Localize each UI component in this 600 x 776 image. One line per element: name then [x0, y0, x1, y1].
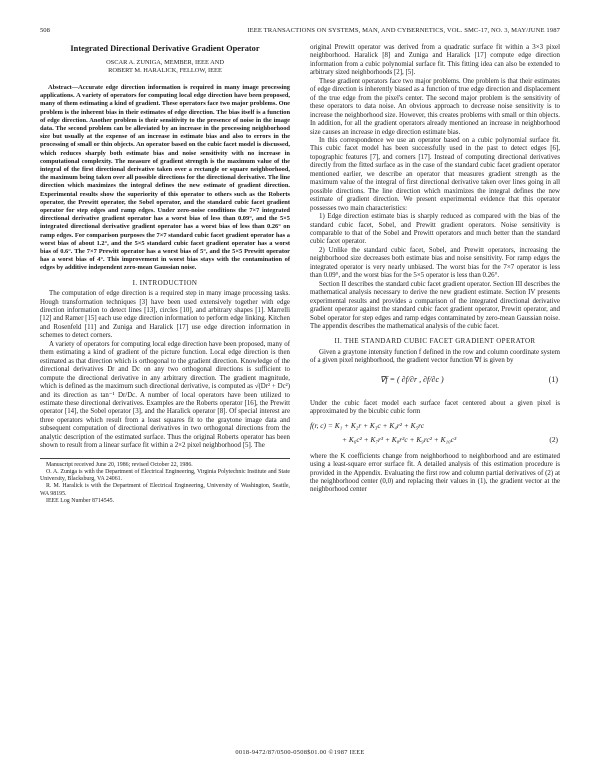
equation-2-line-1: f(r, c) = K₁ + K₂r + K₃c + K₄r² + K₅rc: [310, 420, 425, 430]
footnote-author-2: R. M. Haralick is with the Department of Electrical Engineering, University of Washington, Seattle, WA 98195.: [40, 483, 290, 497]
equation-2: [310, 420, 560, 450]
right-column: [310, 44, 560, 495]
right-paragraph-6: Section II describes the standard cubic facet gradient operator. Section III describes the mathematical analysis necessary to derive the new gradient estimate. Section IV presents experimental results and provides a comparison of the integrated directional derivative gradient operator against the standard cubic facet gradient operator, Prewitt operator, and Sobel operator for step edges and ramp edges contaminated by zero-mean Gaussian noise. The appendix describes the mathematical analysis of the cubic facet.: [310, 280, 560, 330]
right-paragraph-3: In this correspondence we use an operator based on a cubic polynomial surface fit. This cubic facet model has been successfully used in the past to detect edges [6], topographic features [7], and corners [17]. Instead of computing directional derivatives directly from the fitted surface as in the case of the standard cubic facet gradient operator mentioned earlier, we describe an operator that measures gradient strength as the maximum value of the integral of first directional derivative taken over lines going in all possible directions. The line direction which maximizes the integral defines the new estimate of gradient direction. We present experimental evidence that this operator possesses two main characteristics:: [310, 136, 560, 212]
copyright-footer: 0018-9472/87/0500-0508$01.00 ©1987 IEEE: [235, 749, 365, 756]
section-heading-cubic-facet: II. THE STANDARD CUBIC FACET GRADIENT OPERATOR: [334, 337, 536, 346]
page-number: 508: [40, 27, 50, 34]
equation-1-body: ∇f = ( ∂f/∂r , ∂f/∂c ): [380, 374, 444, 384]
intro-paragraph-2: A variety of operators for computing local edge direction have been proposed, many of them estimating a kind of gradient of the picture function. Local edge direction is then estimated as that direction which is orthogonal to the gradient direction. Knowledge of the directional derivatives Dr and Dc on any two orthogonal directions is sufficient to compute the directional derivative in any arbitrary direction. The gradient magnitude, which is defined as the maximum such directional derivative, is computed as √(Dr² + Dc²) and its direction as tan⁻¹ Dr/Dc. A number of local operators have been utilized to estimate these directional derivatives. Examples are the Roberts operator [16], the Prewitt operator [14], the Sobel operator [3], and the Haralick operator [8]. Of special interest are three operators which result from a least squares fit to the graytone image data and subsequent computation of directional derivatives in two orthogonal directions from the analytic description of the estimated surface. Thus the original Roberts operator has been shown to result from a linear surface fit within a 2×2 pixel neighborhood [5]. The: [40, 340, 290, 450]
left-column: [40, 44, 290, 505]
author-line-1: OSCAR A. ZUNIGA, MEMBER, IEEE AND: [106, 59, 224, 66]
section2-paragraph-3: where the K coefficients change from neighborhood to neighborhood and are estimated using a least-square error surface fit. A detailed analysis of this estimation procedure is provided in the Appendix. Evaluating the first row and column partial derivatives of (2) at the neighborhood center (0,0) and replacing their values in (1), the gradient vector at the neighborhood center: [310, 452, 560, 494]
right-paragraph-4: 1) Edge direction estimate bias is sharply reduced as compared with the bias of the standard cubic facet, Sobel, and Prewitt gradient operators. Noise sensitivity is comparable to that of the Sobel and Prewitt operators and much better than the standard cubic facet operator.: [310, 213, 560, 246]
paper-title: Integrated Directional Derivative Gradient Operator: [70, 44, 260, 53]
footnote-manuscript: Manuscript received June 20, 1986; revised October 22, 1986.: [46, 461, 193, 468]
equation-2-number: (2): [549, 434, 558, 444]
abstract: Abstract—Accurate edge direction information is required in many image processing applications. A variety of operators for computing local edge direction have been proposed, many of them estimating a kind of gradient. These operators face two major problems. One problem is the inherent bias in their estimates of edge direction. The bias itself is a function of edge direction. Another problem is their sensitivity to the presence of noise in the image data. The second problem can be alleviated by an increase in the processing neighborhood size but usually at the expense of an increase in estimate bias and also to errors in the processing of small or thin objects. An operator based on the cubic facet model is discussed, which reduces sharply both estimate bias and noise sensitivity with no increase in computational complexity. The measure of gradient strength is the maximum value of the integral of the first directional derivative taken over a rectangle or square neighborhood, the maximum being taken over all possible directions for the directional derivative. The line direction which maximizes the integral defines the new estimate of gradient direction. Experimental results show the superiority of this operator to others such as the Roberts operator, the Prewitt operator, the Sobel operator, and the standard cubic facet gradient operator for step edges and ramp edges. Under zero-noise conditions the 7×7 integrated directional derivative gradient operator has a worst bias of less than 0.09°, and the 5×5 integrated directional derivative gradient operator has a worst bias of less than 0.26° on ramp edges. For comparison purposes the 7×7 standard cubic facet gradient operator has a worst bias of about 1.2°, and the 5×5 standard cubic facet gradient operator has a worst bias of 0.6°. The 7×7 Prewitt operator has a worst bias of 5°, and the 5×5 Prewitt operator has a worst bias of 4°. This improvement in worst bias stays with the contamination of edges by additive independent zero-mean Gaussian noise.: [40, 84, 290, 272]
footnote-log-number: IEEE Log Number 8714545.: [46, 497, 115, 504]
equation-1: [310, 370, 560, 396]
journal-running-head: IEEE TRANSACTIONS ON SYSTEMS, MAN, AND CYBERNETICS, VOL. SMC-17, NO. 3, MAY/JUNE 1987: [247, 27, 560, 34]
section2-paragraph-2: Under the cubic facet model each surface facet centered about a given pixel is approximated by the bicubic cubic form: [310, 399, 560, 416]
intro-paragraph-1: The computation of edge direction is a required step in many image processing tasks. Hough transformation techniques [3] have been used extensively together with edge direction information to detect lines [13], circles [10], and arbitrary shapes [1]. Marrelli [12] and Ramer [15] each use edge direction information to perform edge linking. Kitchen and Rosenfeld [11] and Zuniga and Haralick [17] use edge direction information in schemes to detect corners.: [40, 290, 290, 340]
author-line-2: ROBERT M. HARALICK, FELLOW, IEEE: [108, 67, 222, 74]
right-paragraph-1: original Prewitt operator was derived from a quadratic surface fit within a 3×3 pixel neighborhood. Haralick [8] and Zuniga and Haralick [17] compute edge direction information from a cubic polynomial surface fit. This fitting idea can also be extended to arbitrary sized neighborhoods [2], [5].: [310, 44, 560, 77]
equation-2-line-2: + K₆c² + K₇r³ + K₈r²c + K₉rc² + K₁₀c³: [342, 434, 457, 444]
section2-paragraph-1: Given a graytone intensity function f defined in the row and column coordinate system of a given pixel neighborhood, the gradient vector function ∇f is given by: [310, 348, 560, 365]
section-heading-introduction: I. INTRODUCTION: [132, 278, 198, 287]
footnotes: [40, 458, 290, 505]
right-paragraph-5: 2) Unlike the standard cubic facet, Sobel, and Prewitt operators, increasing the neighborhood size decreases both estimate bias and noise sensitivity. For ramp edges the integrated operator is very nearly unbiased. The worst bias for the 7×7 operator is less than 0.09°, and the worst bias for the 5×5 operator is less than 0.26°.: [310, 246, 560, 280]
footnote-author-1: O. A. Zuniga is with the Department of Electrical Engineering, Virginia Polytechnic Institute and State University, Blacksburg, VA 24061.: [40, 468, 290, 483]
equation-1-number: (1): [548, 374, 558, 384]
right-paragraph-2: These gradient operators face two major problems. One problem is that their estimates of edge direction is inherently biased as a function of true edge direction and displacement of the true edge from the pixel's center. The second major problem is the sensitivity of these operators to data noise. An obvious approach to decrease noise sensitivity is to increase the neighborhood size. However, this creates problems with small or thin objects. In addition, for all the gradient operators already mentioned an increase in neighborhood size causes an increase in edge direction estimate bias.: [310, 77, 560, 136]
